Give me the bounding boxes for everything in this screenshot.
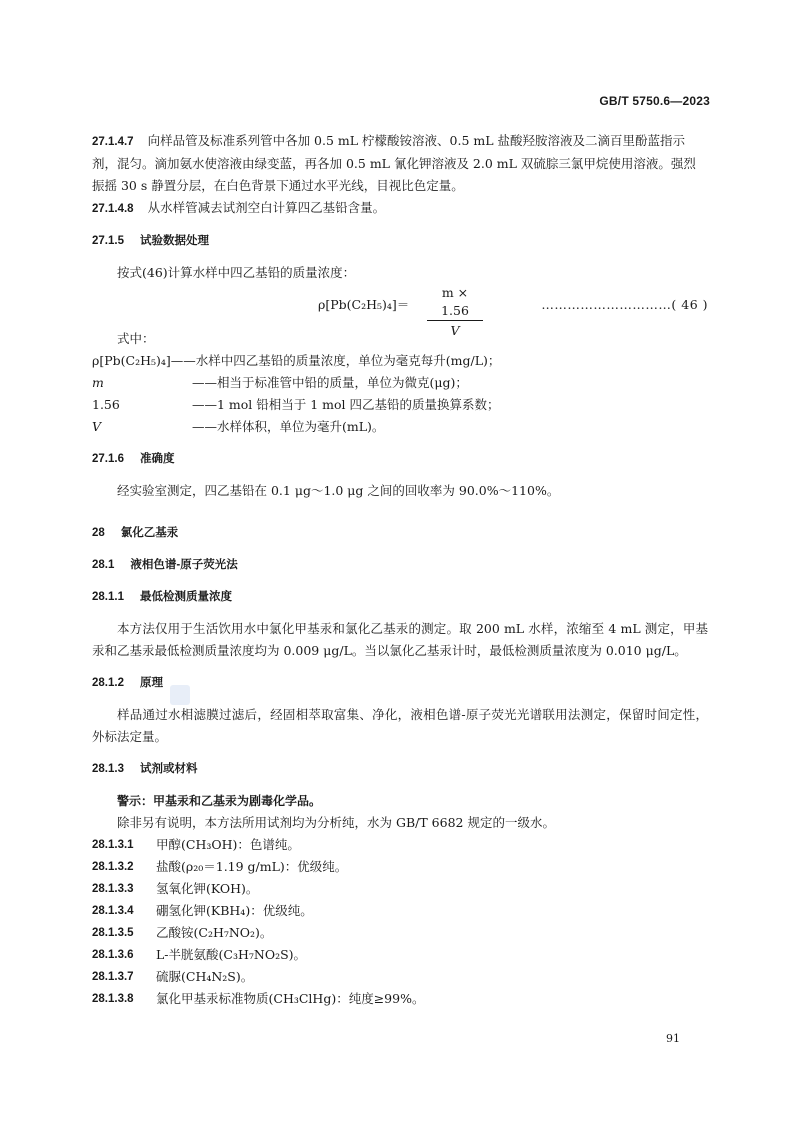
definition-symbol: ρ[Pb(C₂H₅)₄] [92, 353, 171, 368]
formula-numerator: m × 1.56 [427, 284, 483, 321]
list-item: 28.1.3.8 氯化甲基汞标准物质(CH₃ClHg)：纯度≥99%。 [92, 991, 425, 1006]
clause-27-1-4-8 [92, 197, 708, 220]
list-item: 28.1.3.4 硼氢化钾(KBH₄)：优级纯。 [92, 903, 313, 918]
heading-28-1-2: 28.1.2 原理 [92, 677, 163, 689]
definition-text: ——水样中四乙基铅的质量浓度，单位为毫克每升(mg/L)； [170, 353, 501, 368]
heading-28-1: 28.1 液相色谱-原子荧光法 [92, 559, 238, 571]
clause-text: 从水样管减去试剂空白计算四乙基铅含量。 [147, 200, 386, 215]
equation-number: …………………………( 46 ) [541, 297, 708, 312]
clause-27-1-4-7 [92, 130, 708, 197]
page-body [92, 130, 708, 1010]
reagent-intro: 除非另有说明，本方法所用试剂均为分析纯，水为 GB/T 6682 规定的一级水。 [117, 815, 555, 830]
list-item: 28.1.3.7 硫脲(CH₄N₂S)。 [92, 969, 254, 984]
formula-fraction [427, 284, 483, 341]
reagent-list [92, 834, 708, 1010]
definition-row [92, 372, 708, 394]
heading-27-1-5: 27.1.5 试验数据处理 [92, 235, 209, 247]
heading-28: 28 氯化乙基汞 [92, 527, 179, 539]
page-number: 91 [666, 1032, 680, 1045]
symbol-definitions [92, 350, 708, 438]
formula-46 [92, 284, 708, 338]
where-label: 式中： [117, 331, 155, 346]
formula-lhs: ρ[Pb(C₂H₅)₄]＝ [318, 297, 410, 312]
definition-text: ——水样体积，单位为毫升(mL)。 [192, 419, 385, 434]
watermark-icon [170, 685, 190, 705]
formula-denominator: V [450, 323, 460, 338]
definition-row [92, 350, 708, 372]
standard-code: GB/T 5750.6—2023 [599, 94, 710, 108]
clause-number: 27.1.4.7 [92, 136, 134, 148]
heading-28-1-3: 28.1.3 试剂或材料 [92, 763, 198, 775]
heading-27-1-6: 27.1.6 准确度 [92, 453, 175, 465]
heading-28-1-1: 28.1.1 最低检测质量浓度 [92, 591, 232, 603]
principle-text: 样品通过水相滤膜过滤后，经固相萃取富集、净化，液相色谱-原子荧光光谱联用法测定，保留时间定性，外标法定量。 [92, 707, 708, 744]
accuracy-text: 经实验室测定，四乙基铅在 0.1 μg～1.0 μg 之间的回收率为 90.0%～110%。 [117, 483, 560, 498]
definition-symbol: m [92, 375, 104, 390]
list-item: 28.1.3.6 L-半胱氨酸(C₃H₇NO₂S)。 [92, 947, 307, 962]
list-item: 28.1.3.5 乙酸铵(C₂H₇NO₂)。 [92, 925, 273, 940]
definition-row [92, 394, 708, 416]
definition-text: ——1 mol 铅相当于 1 mol 四乙基铅的质量换算系数； [192, 397, 500, 412]
definition-row [92, 416, 708, 438]
clause-text: 向样品管及标准系列管中各加 0.5 mL 柠檬酸铵溶液、0.5 mL 盐酸羟胺溶液及二滴百里酚蓝指示剂，混匀。滴加氨水使溶液由绿变蓝，再各加 0.5 mL 氰化钾溶液及 2.0 mL 双硫腙三氯甲烷使用溶液。强烈振摇 30 s 静置分层，在白色背景下通过水平光线，目视比色定量。 [92, 133, 696, 193]
definition-symbol: 1.56 [92, 397, 120, 412]
min-concentration-text: 本方法仅用于生活饮用水中氯化甲基汞和氯化乙基汞的测定。取 200 mL 水样，浓缩至 4 mL 测定，甲基汞和乙基汞最低检测质量浓度均为 0.009 μg/L。当以氯化乙基汞计时，最低检测质量浓度为 0.010 μg/L。 [92, 621, 708, 658]
list-item: 28.1.3.3 氢氧化钾(KOH)。 [92, 881, 259, 896]
calc-intro: 按式(46)计算水样中四乙基铅的质量浓度： [117, 265, 356, 280]
warning-text: 警示：甲基汞和乙基汞为剧毒化学品。 [117, 794, 322, 808]
list-item: 28.1.3.1 甲醇(CH₃OH)：色谱纯。 [92, 837, 300, 852]
definition-symbol: V [92, 419, 102, 434]
clause-number: 27.1.4.8 [92, 203, 134, 215]
definition-text: ——相当于标准管中铅的质量，单位为微克(μg)； [192, 375, 468, 390]
list-item: 28.1.3.2 盐酸(ρ₂₀＝1.19 g/mL)：优级纯。 [92, 859, 348, 874]
